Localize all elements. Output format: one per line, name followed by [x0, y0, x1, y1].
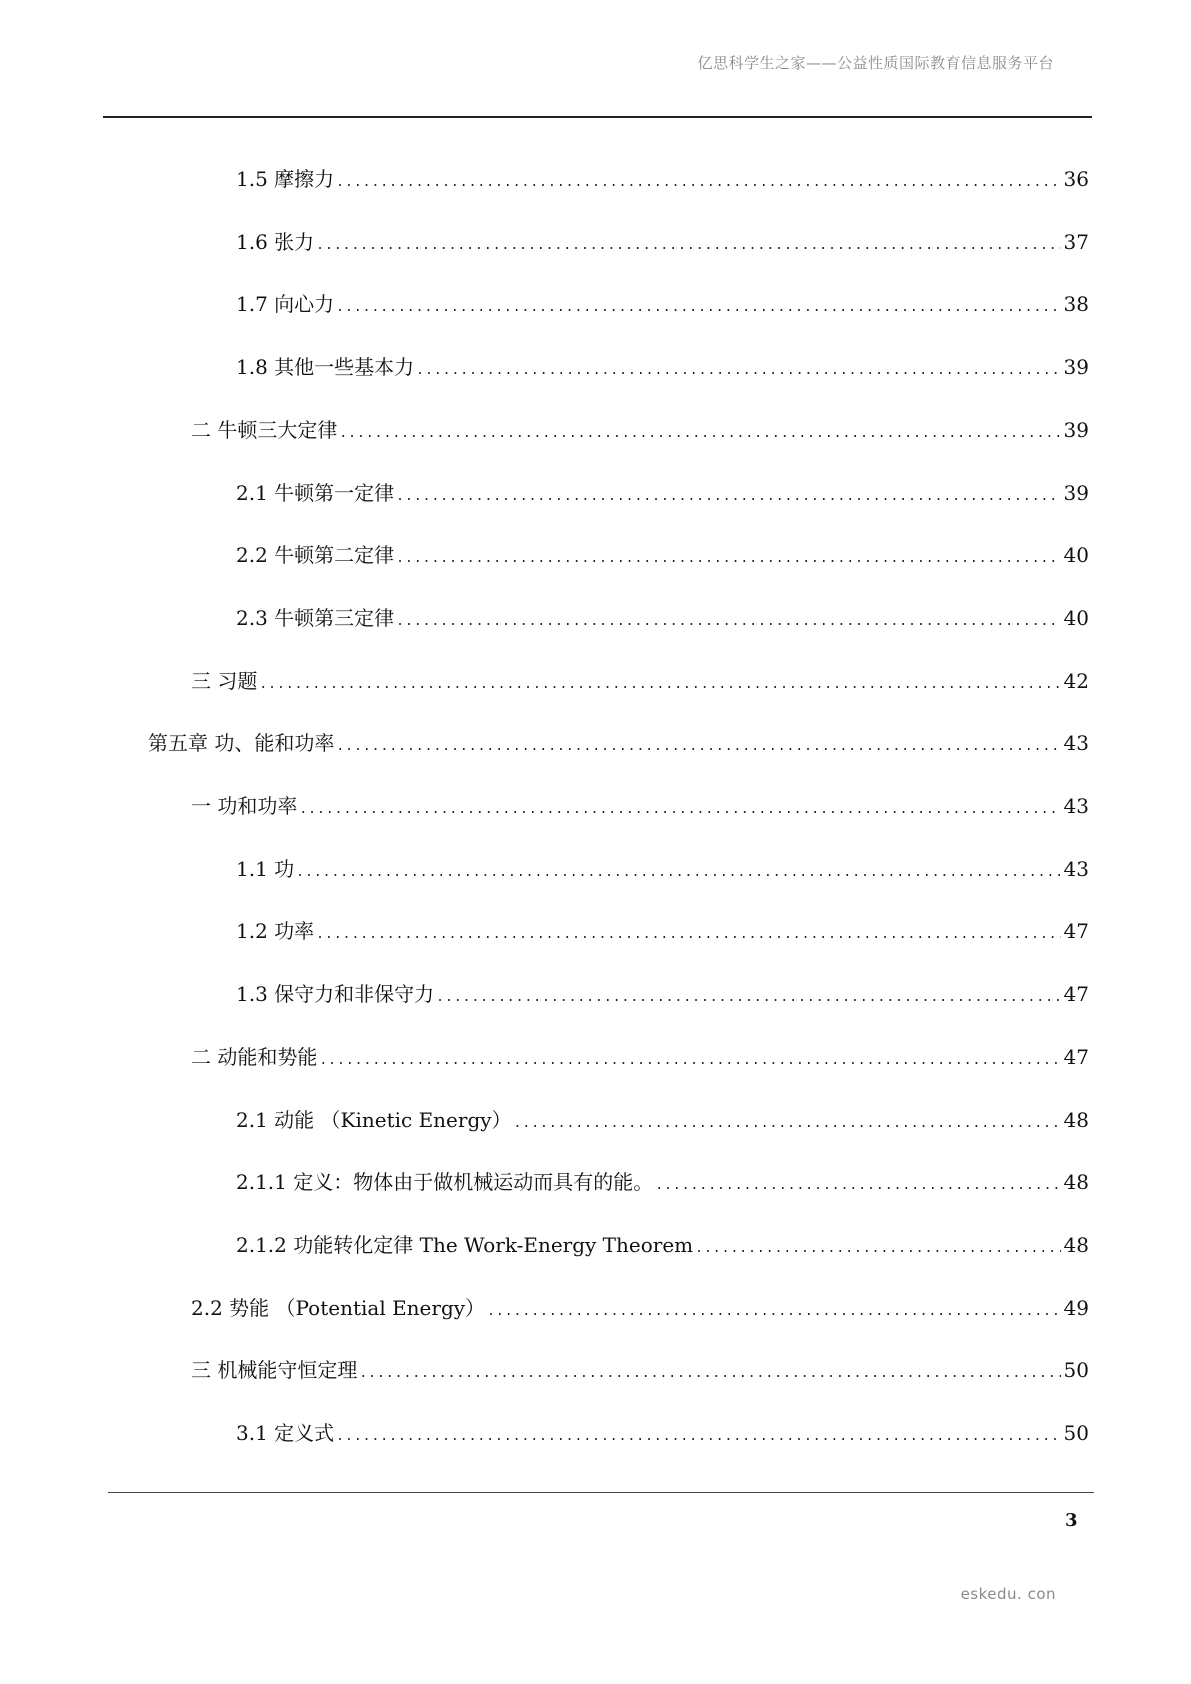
toc-entry-page: 39 — [1063, 355, 1089, 379]
toc-entry-page: 50 — [1063, 1421, 1089, 1445]
toc-entry[interactable] — [236, 478, 1089, 508]
toc-entry-title: 2.2 势能 （Potential Energy） — [191, 1296, 486, 1320]
toc-leader-dots — [359, 1359, 1060, 1389]
toc-entry[interactable] — [191, 791, 1089, 821]
toc-entry-page: 48 — [1063, 1170, 1089, 1194]
toc-entry-title: 二 牛顿三大定律 — [191, 418, 338, 442]
toc-leader-dots — [336, 168, 1060, 198]
toc-leader-dots — [259, 670, 1060, 700]
toc-entry-page: 40 — [1063, 606, 1089, 630]
toc-entry-page: 47 — [1063, 919, 1089, 943]
toc-entry-page: 39 — [1063, 481, 1089, 505]
toc-entry[interactable] — [236, 1167, 1089, 1197]
page-number: 3 — [1065, 1510, 1078, 1531]
toc-entry-title: 1.2 功率 — [236, 919, 315, 943]
page-header-text: 亿思科学生之家——公益性质国际教育信息服务平台 — [697, 54, 1054, 72]
toc-entry[interactable] — [236, 979, 1089, 1009]
toc-leader-dots — [316, 231, 1060, 261]
toc-entry[interactable] — [191, 1042, 1089, 1072]
toc-leader-dots — [336, 1422, 1060, 1452]
toc-entry-page: 42 — [1063, 669, 1089, 693]
toc-entry-page: 49 — [1063, 1296, 1089, 1320]
toc-entry[interactable] — [236, 916, 1089, 946]
toc-entry-title: 2.1 牛顿第一定律 — [236, 481, 395, 505]
toc-leader-dots — [299, 795, 1060, 825]
toc-entry-page: 38 — [1063, 292, 1089, 316]
toc-entry[interactable] — [236, 540, 1089, 570]
toc-leader-dots — [296, 858, 1060, 888]
toc-entry-title: 第五章 功、能和功率 — [148, 731, 335, 755]
toc-leader-dots — [416, 356, 1060, 386]
toc-entry-page: 40 — [1063, 543, 1089, 567]
toc-leader-dots — [514, 1109, 1061, 1139]
toc-entry[interactable] — [148, 728, 1089, 758]
toc-entry-title: 1.5 摩擦力 — [236, 167, 335, 191]
toc-entry-title: 1.1 功 — [236, 857, 295, 881]
toc-entry-page: 43 — [1063, 857, 1089, 881]
toc-leader-dots — [655, 1171, 1060, 1201]
toc-entry[interactable] — [236, 227, 1089, 257]
toc-entry-page: 48 — [1063, 1233, 1089, 1257]
toc-entry[interactable] — [236, 1418, 1089, 1448]
toc-entry[interactable] — [236, 164, 1089, 194]
toc-leader-dots — [396, 544, 1060, 574]
toc-entry[interactable] — [236, 1230, 1089, 1260]
toc-entry-page: 39 — [1063, 418, 1089, 442]
toc-leader-dots — [336, 732, 1060, 762]
footer-divider — [108, 1492, 1094, 1493]
toc-entry-title: 2.1 动能 （Kinetic Energy） — [236, 1108, 512, 1132]
toc-entry-title: 2.3 牛顿第三定律 — [236, 606, 395, 630]
toc-entry[interactable] — [191, 666, 1089, 696]
toc-entry-title: 三 机械能守恒定理 — [191, 1358, 358, 1382]
toc-entry-title: 1.7 向心力 — [236, 292, 335, 316]
toc-entry-title: 2.1.2 功能转化定律 The Work-Energy Theorem — [236, 1233, 694, 1257]
toc-entry-page: 47 — [1063, 1045, 1089, 1069]
toc-entry-page: 36 — [1063, 167, 1089, 191]
toc-entry-page: 43 — [1063, 794, 1089, 818]
toc-entry-title: 2.2 牛顿第二定律 — [236, 543, 395, 567]
toc-entry[interactable] — [191, 1355, 1089, 1385]
toc-entry-title: 2.1.1 定义：物体由于做机械运动而具有的能。 — [236, 1170, 654, 1194]
toc-entry[interactable] — [236, 603, 1089, 633]
toc-leader-dots — [695, 1234, 1060, 1264]
toc-entry-page: 37 — [1063, 230, 1089, 254]
toc-entry[interactable] — [236, 352, 1089, 382]
toc-entry-title: 1.3 保守力和非保守力 — [236, 982, 435, 1006]
toc-entry[interactable] — [191, 1293, 1089, 1323]
toc-entry[interactable] — [236, 854, 1089, 884]
toc-entry-page: 48 — [1063, 1108, 1089, 1132]
toc-leader-dots — [319, 1046, 1060, 1076]
toc-leader-dots — [339, 419, 1060, 449]
toc-entry-title: 1.8 其他一些基本力 — [236, 355, 415, 379]
toc-leader-dots — [436, 983, 1060, 1013]
toc-leader-dots — [336, 293, 1060, 323]
toc-entry[interactable] — [236, 289, 1089, 319]
toc-entry[interactable] — [236, 1105, 1089, 1135]
site-watermark: eskedu. con — [960, 1585, 1056, 1603]
toc-entry-page: 43 — [1063, 731, 1089, 755]
toc-leader-dots — [487, 1297, 1060, 1327]
toc-leader-dots — [396, 607, 1060, 637]
toc-leader-dots — [396, 482, 1060, 512]
toc-entry-title: 3.1 定义式 — [236, 1421, 335, 1445]
toc-leader-dots — [316, 920, 1060, 950]
toc-entry-page: 50 — [1063, 1358, 1089, 1382]
toc-entry-title: 三 习题 — [191, 669, 258, 693]
toc-entry[interactable] — [191, 415, 1089, 445]
toc-entry-title: 1.6 张力 — [236, 230, 315, 254]
toc-entry-title: 二 动能和势能 — [191, 1045, 318, 1069]
toc-entry-title: 一 功和功率 — [191, 794, 298, 818]
toc-entry-page: 47 — [1063, 982, 1089, 1006]
